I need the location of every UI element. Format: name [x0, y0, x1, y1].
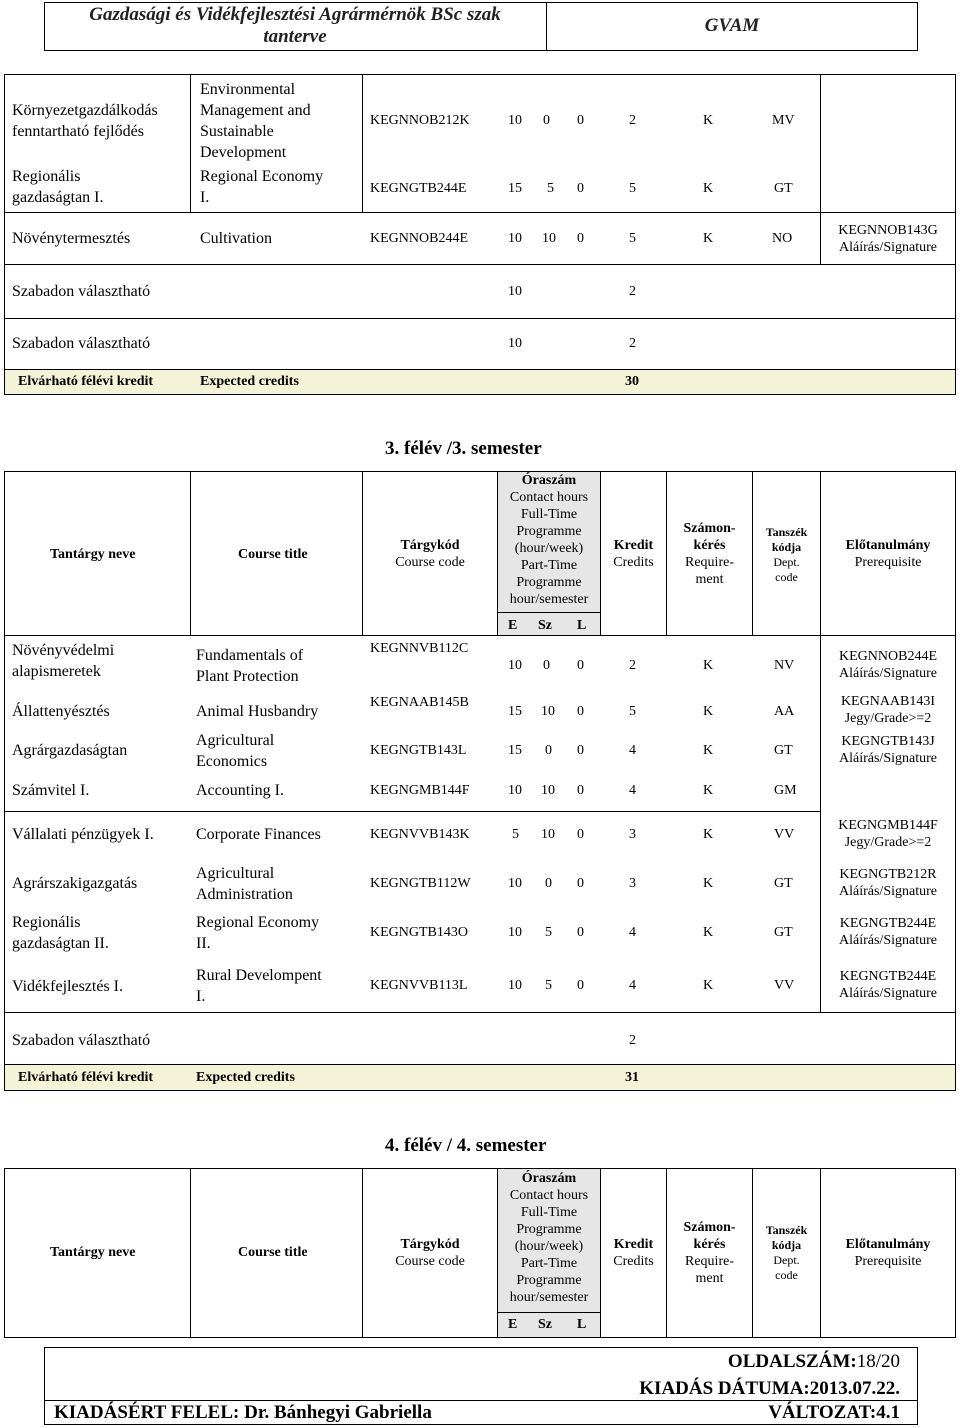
credit: 5 [629, 704, 636, 719]
requirement: K [703, 925, 714, 940]
hours-e: 15 [508, 181, 522, 196]
credit: 2 [629, 658, 636, 673]
table-row-hu: Számvitel I. [12, 782, 90, 799]
dept-code: GT [774, 876, 793, 891]
col-header-code: Tárgykód Course code [395, 1237, 465, 1269]
free-elective-hours: 10 [508, 284, 522, 299]
course-code: KEGNGTB244E [370, 181, 467, 196]
col-header-hours: Óraszám Contact hours Full-Time Programme (hour/week) Part-Time Programme hour/semester [509, 473, 589, 607]
col-header-course-title: Course title [238, 1245, 308, 1260]
hours-sz: 10 [541, 704, 555, 719]
sem3-rule [190, 471, 191, 635]
credit: 4 [629, 925, 636, 940]
course-code: KEGNGTB143O [370, 925, 468, 940]
credit: 3 [629, 876, 636, 891]
table-row-en: Agricultural Administration [196, 865, 293, 903]
table-row-en: Fundamentals of Plant Protection [196, 647, 304, 685]
sem4-rule [190, 1168, 191, 1338]
col-header-e: E [508, 618, 518, 633]
course-code: KEGNGTB143L [370, 743, 467, 758]
credit: 5 [629, 231, 636, 246]
col-header-l: L [577, 618, 587, 633]
dept-code: NV [774, 658, 795, 673]
table-row-en: Animal Husbandry [196, 703, 319, 720]
credit: 4 [629, 783, 636, 798]
hours-sz: 10 [542, 231, 556, 246]
dept-code: GM [774, 783, 797, 798]
table-row-hu: Vállalati pénzügyek I. [12, 826, 154, 843]
hours-l: 0 [577, 743, 584, 758]
col-header-sz: Sz [538, 618, 552, 633]
sem2-rule [4, 264, 956, 265]
dept-code: GT [774, 925, 793, 940]
col-header-l: L [577, 1317, 587, 1332]
requirement: K [703, 181, 714, 196]
table-row-hu: Környezetgazdálkodás fenntartható fejlődés [12, 102, 158, 140]
course-code: KEGNVVB113L [370, 978, 468, 993]
table-row-hu: Agrárszakigazgatás [12, 875, 138, 892]
hours-e: 5 [512, 827, 519, 842]
hours-e: 10 [508, 231, 522, 246]
dept-code: GT [774, 181, 793, 196]
table-row-en: Cultivation [200, 230, 272, 247]
course-code: KEGNNOB212K [370, 113, 470, 128]
hours-sz: 5 [545, 925, 552, 940]
course-code: KEGNGMB144F [370, 783, 470, 798]
requirement: K [703, 827, 714, 842]
requirement: K [703, 231, 714, 246]
hours-l: 0 [577, 876, 584, 891]
col-header-subject: Tantárgy neve [50, 1245, 136, 1260]
free-elective-label: Szabadon választható [12, 283, 151, 300]
free-elective-credit: 2 [629, 336, 636, 351]
table-row-en: Accounting I. [196, 782, 284, 799]
hours-e: 10 [508, 658, 522, 673]
hours-l: 0 [577, 978, 584, 993]
requirement: K [703, 783, 714, 798]
requirement: K [703, 658, 714, 673]
table-row-hu: Állattenyésztés [12, 703, 110, 720]
document-title-line2: tanterve [263, 26, 327, 47]
page-number: OLDALSZÁM:18/20 [727, 1351, 900, 1372]
issue-date: KIADÁS DÁTUMA:2013.07.22. [639, 1378, 900, 1399]
dept-code: GT [774, 743, 793, 758]
expected-credits-value: 30 [625, 374, 639, 389]
hours-sz: 10 [541, 783, 555, 798]
version: VÁLTOZAT:4.1 [768, 1402, 900, 1423]
expected-credits-label-en: Expected credits [200, 374, 299, 389]
hours-e: 10 [508, 783, 522, 798]
col-header-hours: Óraszám Contact hours Full-Time Programme (hour/week) Part-Time Programme hour/semester [509, 1171, 589, 1305]
prerequisite: KEGNGMB144F Jegy/Grade>=2 [838, 818, 938, 850]
hours-e: 10 [508, 876, 522, 891]
dept-code: VV [774, 827, 795, 842]
hours-l: 0 [577, 925, 584, 940]
sem2-rule [190, 74, 191, 212]
expected-credits-label-hu: Elvárható félévi kredit [18, 374, 154, 389]
prerequisite: KEGNGTB244E Aláírás/Signature [839, 969, 937, 1001]
table-row-hu: Növényvédelmi alapismeretek [12, 642, 115, 680]
free-elective-credit: 2 [629, 1033, 636, 1048]
document-title-line1: Gazdasági és Vidékfejlesztési Agrármérnök BSc szak [89, 4, 501, 25]
prerequisite: KEGNGTB244E Aláírás/Signature [839, 916, 937, 948]
credit: 2 [629, 113, 636, 128]
table-row-hu: Regionális gazdaságtan I. [12, 168, 104, 206]
hours-l: 0 [577, 181, 584, 196]
prerequisite: KEGNNOB143G Aláírás/Signature [838, 223, 938, 255]
course-code: KEGNNVB112C [370, 641, 469, 656]
credit: 4 [629, 978, 636, 993]
table-row-en: Corporate Finances [196, 826, 321, 843]
table-row-hu: Agrárgazdaságtan [12, 742, 128, 759]
hours-l: 0 [577, 113, 584, 128]
dept-code: VV [774, 978, 795, 993]
hours-sz: 5 [545, 978, 552, 993]
course-code: KEGNGTB112W [370, 876, 471, 891]
sem2-rule [4, 318, 956, 319]
sem3-rule [4, 635, 956, 636]
col-header-prerequisite: Előtanulmány Prerequisite [845, 1237, 931, 1269]
col-header-prerequisite: Előtanulmány Prerequisite [845, 538, 931, 570]
col-header-requirement: Számon- kérés Require- ment [683, 521, 736, 587]
requirement: K [703, 113, 714, 128]
dept-code: NO [772, 231, 793, 246]
header-divider [546, 2, 547, 51]
course-code: KEGNVVB143K [370, 827, 470, 842]
requirement: K [703, 876, 714, 891]
sem4-rule [362, 1168, 363, 1338]
hours-e: 15 [508, 704, 522, 719]
table-row-hu: Vidékfejlesztés I. [12, 978, 123, 995]
course-code: KEGNAAB145B [370, 695, 469, 710]
sem3-rule [820, 1012, 956, 1013]
col-header-dept: Tanszék kódja Dept. code [765, 1223, 808, 1282]
col-header-requirement: Számon- kérés Require- ment [683, 1220, 736, 1286]
requirement: K [703, 704, 714, 719]
table-row-en: Environmental Management and Sustainable Development [200, 81, 311, 161]
hours-sz: 0 [545, 876, 552, 891]
hours-l: 0 [577, 704, 584, 719]
dept-code: AA [774, 704, 795, 719]
credit: 5 [629, 181, 636, 196]
sem3-rule [4, 1012, 820, 1013]
requirement: K [703, 978, 714, 993]
hours-sz: 0 [543, 113, 550, 128]
col-header-dept: Tanszék kódja Dept. code [765, 525, 808, 584]
sem2-rule [820, 74, 821, 264]
credit: 4 [629, 743, 636, 758]
sem2-rule [362, 74, 363, 212]
free-elective-credit: 2 [629, 284, 636, 299]
requirement: K [703, 743, 714, 758]
col-header-credit: Kredit Credits [613, 1237, 654, 1269]
prerequisite: KEGNNOB244E Aláírás/Signature [839, 649, 937, 681]
expected-credits-value: 31 [625, 1070, 639, 1085]
col-header-code: Tárgykód Course code [395, 538, 465, 570]
col-header-course-title: Course title [238, 547, 308, 562]
col-header-subject: Tantárgy neve [50, 547, 136, 562]
hours-e: 10 [508, 978, 522, 993]
hours-sz: 0 [543, 658, 550, 673]
prerequisite: KEGNGTB143J Aláírás/Signature [839, 734, 937, 766]
table-row-en: Regional Economy I. [200, 168, 324, 206]
dept-code: MV [772, 113, 795, 128]
sem3-rule [498, 612, 600, 613]
col-header-credit: Kredit Credits [613, 538, 654, 570]
hours-e: 15 [508, 743, 522, 758]
prerequisite: KEGNAAB143I Jegy/Grade>=2 [840, 694, 936, 726]
sem2-rule [4, 212, 956, 213]
free-elective-hours: 10 [508, 336, 522, 351]
hours-l: 0 [577, 783, 584, 798]
document-title [46, 4, 544, 48]
col-header-e: E [508, 1317, 518, 1332]
org-label: GVAM [704, 15, 760, 36]
hours-e: 10 [508, 113, 522, 128]
course-code: KEGNNOB244E [370, 231, 468, 246]
hours-l: 0 [577, 231, 584, 246]
hours-sz: 0 [545, 743, 552, 758]
hours-sz: 10 [541, 827, 555, 842]
free-elective-label: Szabadon választható [12, 1032, 151, 1049]
prerequisite: KEGNGTB212R Aláírás/Signature [839, 867, 937, 899]
col-header-sz: Sz [538, 1317, 552, 1332]
hours-e: 10 [508, 925, 522, 940]
responsible-person: KIADÁSÉRT FELEL: Dr. Bánhegyi Gabriella [54, 1402, 432, 1423]
semester-title: 4. félév / 4. semester [385, 1135, 547, 1156]
table-row-hu: Növénytermesztés [12, 230, 131, 247]
free-elective-label: Szabadon választható [12, 335, 151, 352]
hours-sz: 5 [547, 181, 554, 196]
expected-credits-label-hu: Elvárható félévi kredit [18, 1070, 154, 1085]
sem3-rule [362, 471, 363, 635]
semester-title: 3. félév /3. semester [385, 438, 542, 459]
table-row-en: Regional Economy II. [196, 914, 320, 952]
credit: 3 [629, 827, 636, 842]
sem4-rule [498, 1312, 600, 1313]
hours-l: 0 [577, 658, 584, 673]
table-row-en: Agricultural Economics [196, 732, 275, 770]
hours-l: 0 [577, 827, 584, 842]
table-row-hu: Regionális gazdaságtan II. [12, 914, 109, 952]
table-row-en: Rural Develompent I. [196, 967, 322, 1005]
expected-credits-label-en: Expected credits [196, 1070, 295, 1085]
sem3-rule [4, 811, 820, 812]
